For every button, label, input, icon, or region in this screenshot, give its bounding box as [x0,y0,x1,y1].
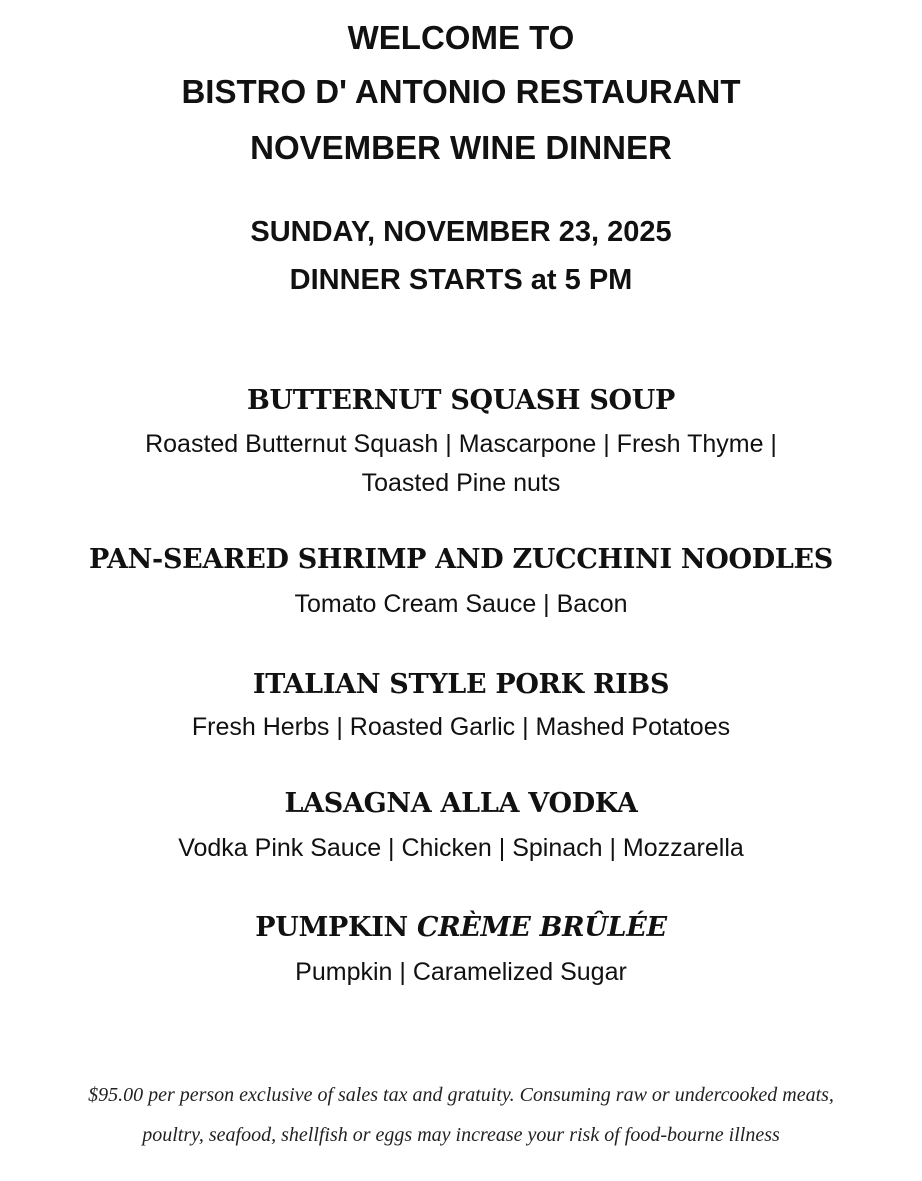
course-title-shrimp: PAN-SEARED SHRIMP AND ZUCCHINI NOODLES [88,544,834,575]
event-time: DINNER STARTS at 5 PM [289,264,633,296]
event-title: NOVEMBER WINE DINNER [250,129,672,166]
course-desc-shrimp: Tomato Cream Sauce | Bacon [294,590,628,618]
course-desc-lasagna: Vodka Pink Sauce | Chicken | Spinach | Mozzarella [178,834,744,862]
welcome-heading: WELCOME TO [347,19,575,56]
course-title-dessert-italic: CRÈME BRÛLÉE [417,912,667,943]
course-desc-soup-line1: Roasted Butternut Squash | Mascarpone | Fresh Thyme | [145,430,777,458]
pricing-disclaimer-line1: $95.00 per person exclusive of sales tax and gratuity. Consuming raw or undercooked meats, [88,1084,834,1106]
course-title-lasagna: LASAGNA ALLA VODKA [284,788,638,819]
course-title-soup: BUTTERNUT SQUASH SOUP [247,385,675,416]
event-date: SUNDAY, NOVEMBER 23, 2025 [250,216,672,248]
course-title-dessert [0,910,922,946]
pricing-disclaimer-line2: poultry, seafood, shellfish or eggs may increase your risk of food-bourne illness [142,1124,780,1146]
course-desc-ribs: Fresh Herbs | Roasted Garlic | Mashed Potatoes [191,713,731,741]
course-desc-soup-line2: Toasted Pine nuts [361,469,561,497]
restaurant-name: BISTRO D' ANTONIO RESTAURANT [181,73,741,110]
course-title-ribs: ITALIAN STYLE PORK RIBS [252,669,670,700]
course-title-dessert-plain: PUMPKIN [255,912,408,943]
course-desc-dessert: Pumpkin | Caramelized Sugar [295,958,627,986]
